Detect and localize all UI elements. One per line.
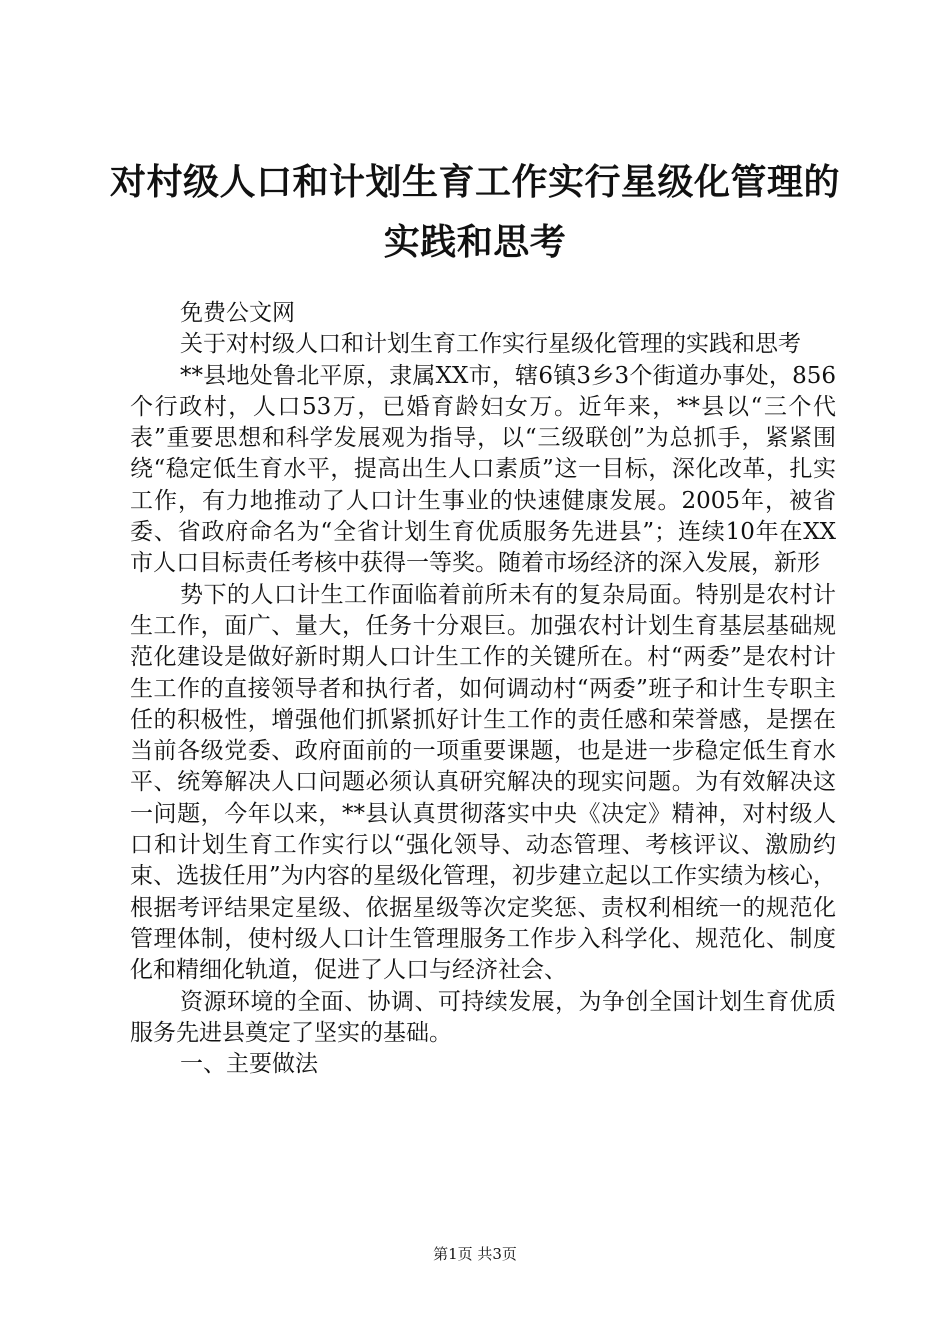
document-body bbox=[130, 298, 836, 1080]
body-paragraph: 资源环境的全面、协调、可持续发展，为争创全国计划生育优质服务先进县奠定了坚实的基础。 bbox=[130, 988, 836, 1046]
body-paragraph: **县地处鲁北平原，隶属XX市，辖6镇3乡3个街道办事处，856个行政村，人口53万，已婚育龄妇女万。近年来，**县以“三个代表”重要思想和科学发展观为指导，以“三级联创”为总抓手，紧紧围绕“稳定低生育水平，提高出生人口素质”这一目标，深化改革，扎实工作，有力地推动了人口计生事业的快速健康发展。2005年，被省委、省政府命名为“全省计划生育优质服务先进县”；连续10年在XX市人口目标责任考核中获得一等奖。随着市场经济的深入发展，新形 bbox=[130, 362, 837, 577]
page-footer: 第1页 共3页 bbox=[433, 1245, 517, 1263]
document-title-line-2: 实践和思考 bbox=[383, 221, 567, 263]
body-paragraph: 势下的人口计生工作面临着前所未有的复杂局面。特别是农村计生工作，面广、量大，任务十分艰巨。加强农村计划生育基层基础规范化建设是做好新时期人口计生工作的关键所在。村“两委”是农村计生工作的直接领导者和执行者，如何调动村“两委”班子和计生专职主任的积极性，增强他们抓紧抓好计生工作的责任感和荣誉感，是摆在当前各级党委、政府面前的一项重要课题，也是进一步稳定低生育水平、统筹解决人口问题必须认真研究解决的现实问题。为有效解决这一问题，今年以来，**县认真贯彻落实中央《决定》精神，对村级人口和计划生育工作实行以“强化领导、动态管理、考核评议、激励约束、选拔任用”为内容的星级化管理，初步建立起以工作实绩为核心，根据考评结果定星级、依据星级等次定奖惩、责权利相统一的规范化管理体制，使村级人口计生管理服务工作步入科学化、规范化、制度化和精细化轨道，促进了人口与经济社会、 bbox=[130, 581, 836, 984]
source-line: 免费公文网 bbox=[180, 300, 295, 326]
section-heading: 一、主要做法 bbox=[180, 1051, 318, 1078]
document-title-line-1: 对村级人口和计划生育工作实行星级化管理的 bbox=[109, 161, 840, 203]
subtitle-paragraph: 关于对村级人口和计划生育工作实行星级化管理的实践和思考 bbox=[180, 331, 801, 358]
